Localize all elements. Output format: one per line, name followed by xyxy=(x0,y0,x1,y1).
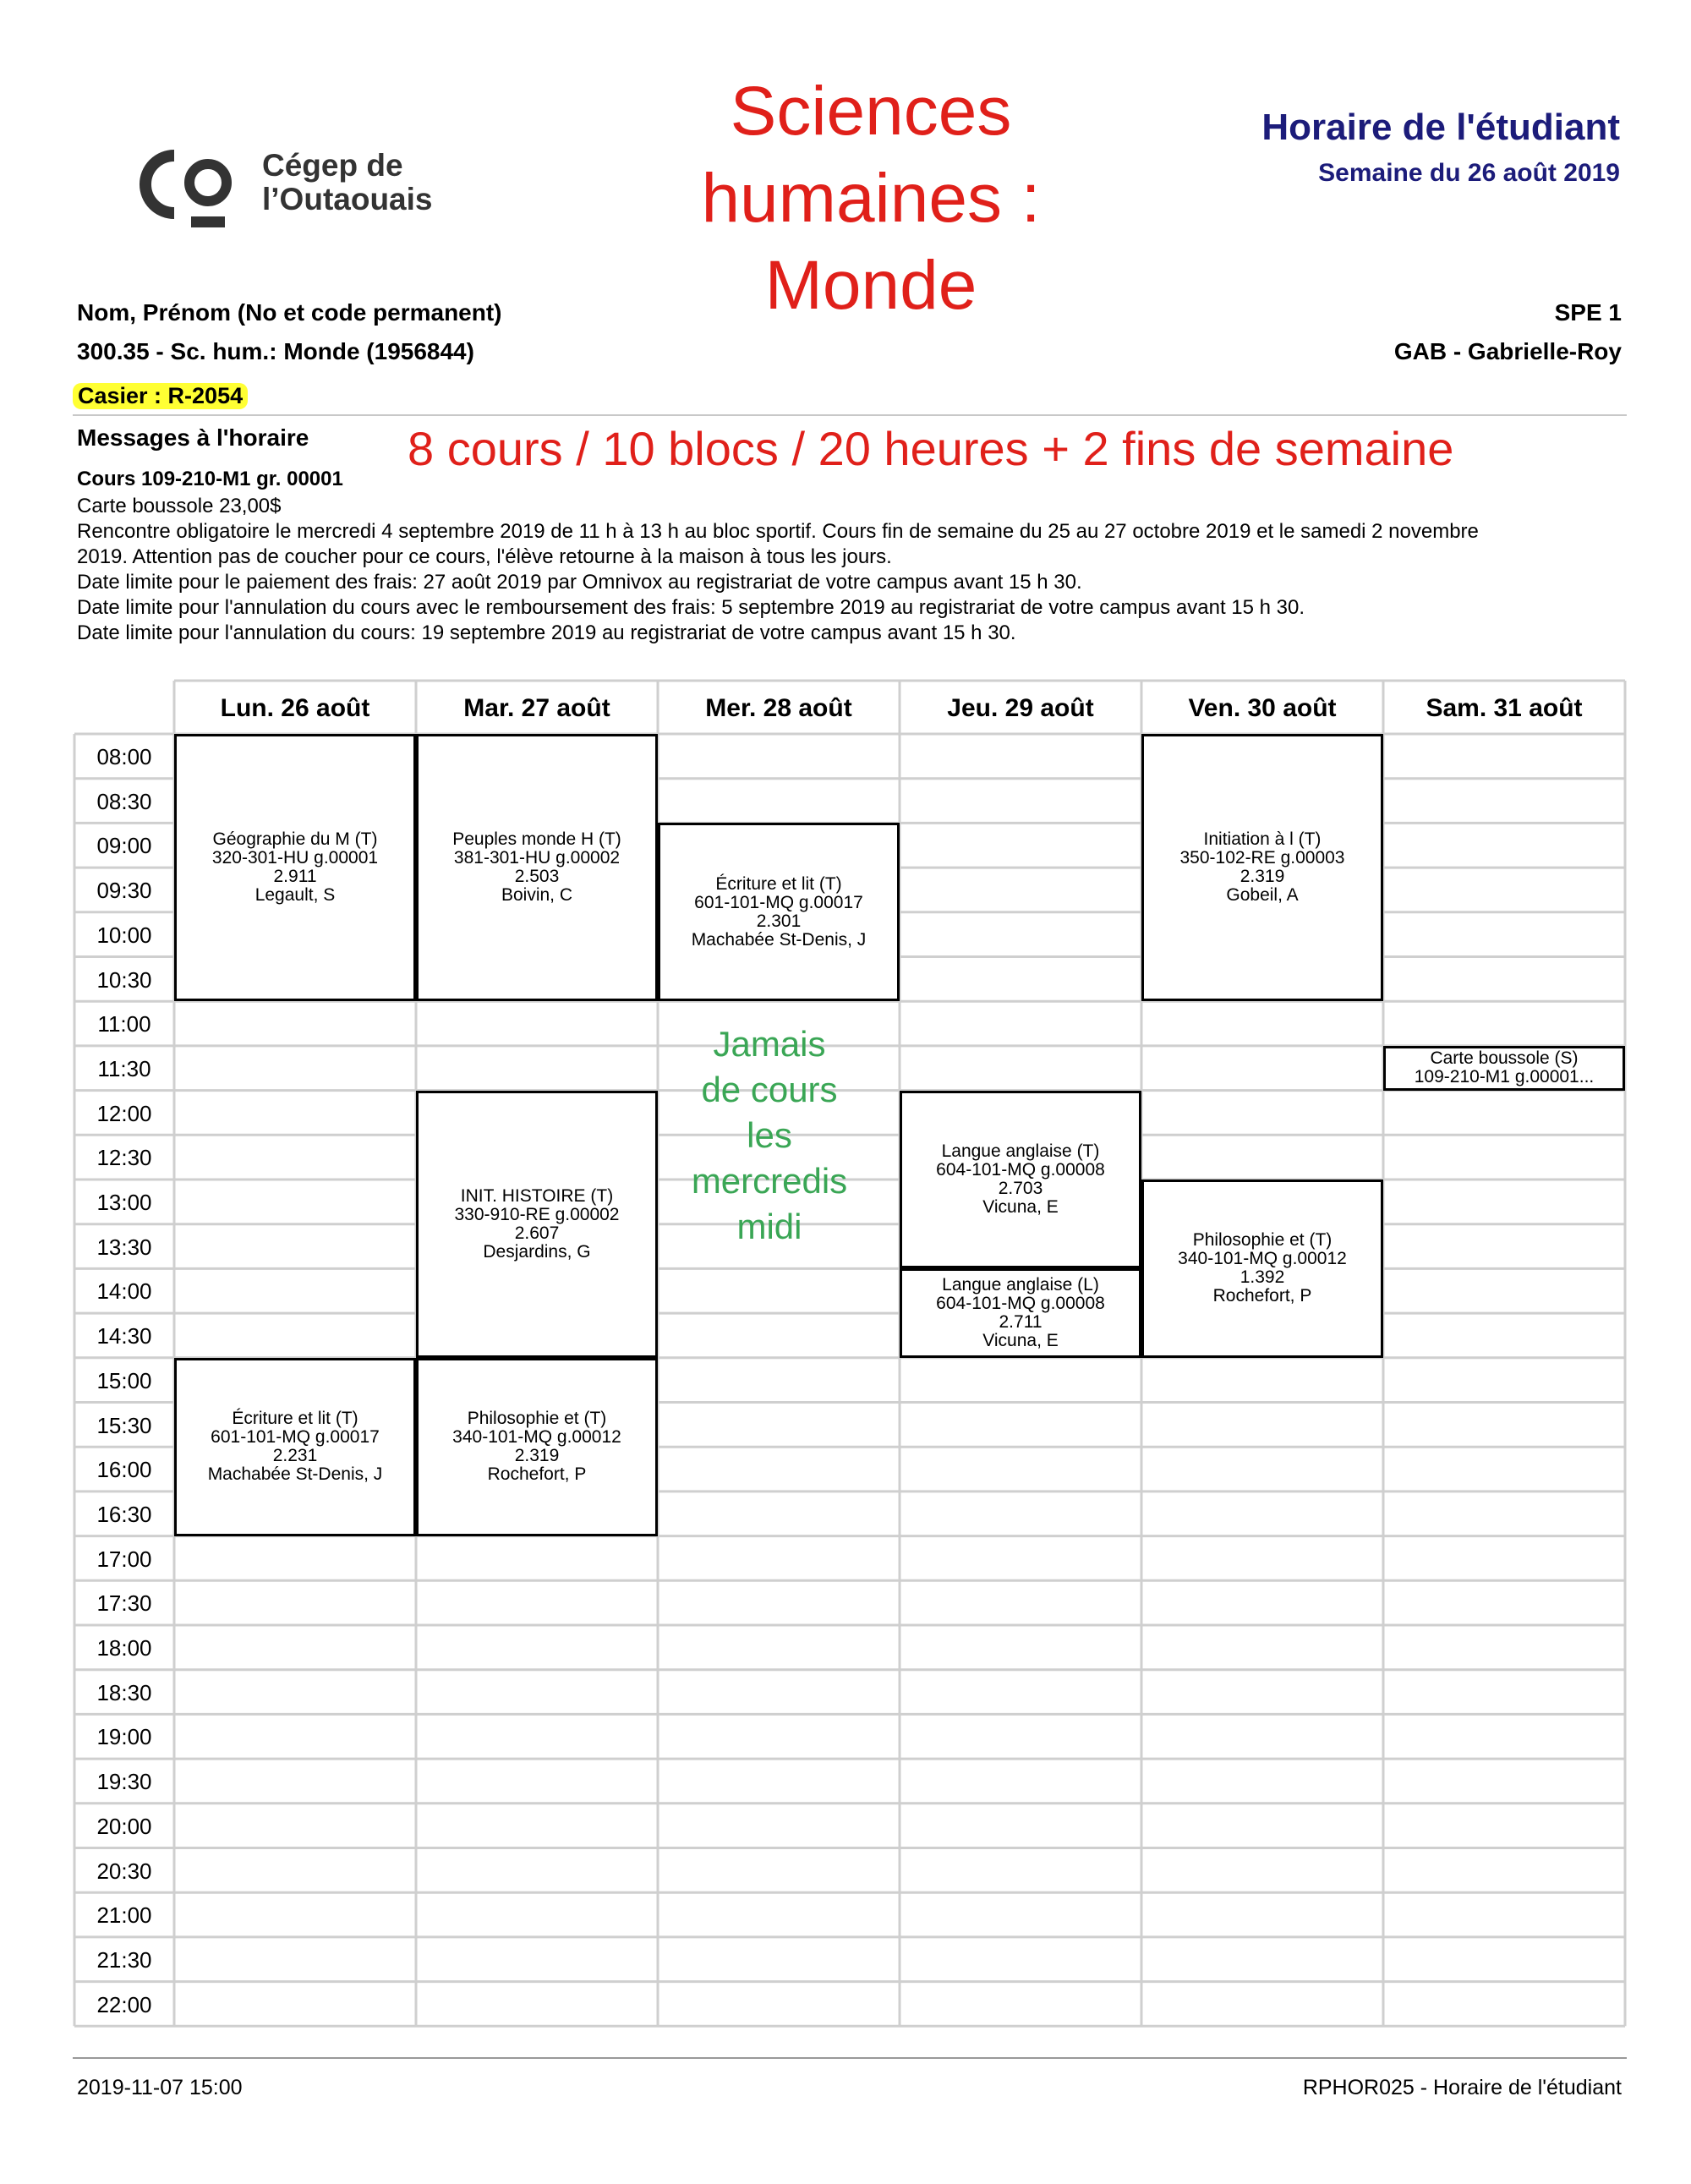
course-block-line: 604-101-MQ g.00008 xyxy=(936,1294,1105,1314)
time-label: 20:00 xyxy=(96,1813,152,1839)
time-label: 08:30 xyxy=(96,788,152,814)
course-block-line: Machabée St-Denis, J xyxy=(691,929,867,950)
college-name xyxy=(262,149,432,216)
time-label: 10:30 xyxy=(96,966,152,993)
course-block-line: 320-301-HU g.00001 xyxy=(211,848,379,868)
day-header: Mer. 28 août xyxy=(705,694,852,722)
course-block-line: Langue anglaise (T) xyxy=(941,1141,1100,1161)
college-name-line1: Cégep de xyxy=(262,148,403,183)
course-block-line: Legault, S xyxy=(254,885,336,906)
course-block-line: 2.319 xyxy=(1240,867,1285,887)
course-block-line: Écriture et lit (T) xyxy=(232,1409,358,1429)
time-label: 18:30 xyxy=(96,1679,152,1705)
time-label: 11:00 xyxy=(97,1011,151,1037)
time-label: 16:30 xyxy=(96,1501,152,1527)
time-label: 13:00 xyxy=(96,1190,152,1215)
program-title-line: humaines : xyxy=(701,160,1041,237)
course-block-line: 2.607 xyxy=(514,1223,560,1243)
locker-badge: Casier : R-2054 xyxy=(73,383,248,409)
college-name-line2: l’Outaouais xyxy=(262,182,433,216)
program-title-annotation xyxy=(643,68,1099,329)
course-block[interactable] xyxy=(174,734,416,1001)
note-line: midi xyxy=(736,1207,802,1246)
message-line: Date limite pour l'annulation du cours avec le remboursement des frais: 5 septembre 2019 au registrariat de votre campus avant 15 h 30. xyxy=(77,596,1305,619)
course-block-line: 350-102-RE g.00003 xyxy=(1179,848,1345,868)
time-label: 19:30 xyxy=(96,1769,152,1795)
course-block-line: Peuples monde H (T) xyxy=(452,829,621,850)
course-block-line: 2.301 xyxy=(756,911,802,931)
course-block-line: Philosophie et (T) xyxy=(1192,1230,1333,1251)
course-block[interactable] xyxy=(416,734,658,1001)
header-divider xyxy=(73,414,1627,416)
program-title-line: Sciences xyxy=(730,73,1012,150)
course-block-line: 109-210-M1 g.00001... xyxy=(1414,1067,1595,1087)
course-block-line: 340-101-MQ g.00012 xyxy=(452,1427,621,1448)
course-block-line: 604-101-MQ g.00008 xyxy=(936,1159,1105,1180)
course-block[interactable] xyxy=(900,1091,1141,1269)
note-line: Jamais xyxy=(713,1024,826,1064)
course-block-line: Gobeil, A xyxy=(1226,885,1299,906)
course-block-line: 2.711 xyxy=(999,1312,1043,1333)
course-block-line: Vicuna, E xyxy=(982,1196,1059,1217)
day-header: Ven. 30 août xyxy=(1188,694,1337,722)
time-label: 14:00 xyxy=(96,1278,152,1305)
time-label: 12:00 xyxy=(96,1100,152,1126)
day-header: Mar. 27 août xyxy=(463,694,610,722)
course-block-line: 330-910-RE g.00002 xyxy=(454,1204,620,1224)
course-block-line: Philosophie et (T) xyxy=(467,1409,607,1429)
time-label: 12:30 xyxy=(96,1145,152,1171)
day-header: Lun. 26 août xyxy=(220,694,370,722)
messages-heading: Messages à l'horaire xyxy=(77,424,309,451)
course-block-line: Rochefort, P xyxy=(1212,1286,1312,1306)
spe-label: SPE 1 xyxy=(1554,299,1622,326)
college-logo xyxy=(135,144,473,237)
course-block[interactable] xyxy=(416,1358,658,1536)
course-block-line: 2.503 xyxy=(514,867,560,887)
message-line: Rencontre obligatoire le mercredi 4 septembre 2019 de 11 h à 13 h au bloc sportif. Cours fin de semaine du 25 au 27 octobre 2019 et le samedi 2 novembre xyxy=(77,520,1479,543)
message-line: Date limite pour l'annulation du cours: 19 septembre 2019 au registrariat de votre campus avant 15 h 30. xyxy=(77,621,1016,644)
time-label: 09:30 xyxy=(96,878,152,904)
course-block-line: Écriture et lit (T) xyxy=(715,873,842,894)
course-block-line: Boivin, C xyxy=(501,885,573,906)
message-line: Date limite pour le paiement des frais: 27 août 2019 par Omnivox au registrariat de votre campus avant 15 h 30. xyxy=(77,571,1082,594)
course-block-line: 2.911 xyxy=(273,867,317,887)
print-timestamp: 2019-11-07 15:00 xyxy=(77,2076,243,2099)
course-block[interactable] xyxy=(900,1268,1141,1357)
course-block-line: 2.703 xyxy=(998,1178,1043,1198)
course-block-line: 1.392 xyxy=(1240,1267,1285,1288)
time-label: 08:00 xyxy=(96,744,152,769)
time-label: 09:00 xyxy=(96,833,152,859)
course-block[interactable] xyxy=(174,1358,416,1536)
campus-label: GAB - Gabrielle-Roy xyxy=(1393,338,1622,364)
course-block-line: 601-101-MQ g.00017 xyxy=(694,892,863,912)
time-label: 22:00 xyxy=(96,1991,152,2017)
report-id: RPHOR025 - Horaire de l'étudiant xyxy=(1302,2076,1622,2099)
cegep-logo-icon xyxy=(135,144,237,235)
course-block-line: Rochefort, P xyxy=(487,1464,587,1485)
course-block-line: Desjardins, G xyxy=(483,1241,591,1262)
wednesday-note-annotation xyxy=(668,1021,871,1250)
note-line: de cours xyxy=(701,1070,838,1109)
time-label: 17:30 xyxy=(96,1590,152,1617)
time-label: 15:30 xyxy=(96,1412,152,1438)
course-block-line: Vicuna, E xyxy=(982,1331,1059,1351)
time-label: 11:30 xyxy=(97,1055,151,1081)
time-label: 15:00 xyxy=(96,1367,152,1393)
course-block[interactable] xyxy=(1383,1046,1625,1091)
time-label: 10:00 xyxy=(96,922,152,948)
day-header: Jeu. 29 août xyxy=(947,694,1094,722)
message-line: 2019. Attention pas de coucher pour ce cours, l'élève retourne à la maison à tous les jours. xyxy=(77,545,892,568)
course-block[interactable] xyxy=(1141,734,1383,1001)
program-title-line: Monde xyxy=(764,247,977,324)
time-label: 21:30 xyxy=(96,1946,152,1973)
course-block-line: 381-301-HU g.00002 xyxy=(453,848,621,868)
time-label: 14:30 xyxy=(96,1323,152,1349)
time-label: 20:30 xyxy=(96,1858,152,1884)
course-block-line: Géographie du M (T) xyxy=(212,829,378,850)
messages-body xyxy=(77,494,1624,646)
time-label: 16:00 xyxy=(96,1457,152,1483)
course-block[interactable] xyxy=(658,823,900,1001)
course-block-line: Initiation à l (T) xyxy=(1203,829,1322,850)
time-label: 13:30 xyxy=(96,1234,152,1260)
note-line: les xyxy=(747,1115,792,1155)
time-label: 17:00 xyxy=(96,1546,152,1572)
time-label: 18:00 xyxy=(96,1635,152,1661)
course-block-line: 2.231 xyxy=(272,1446,318,1466)
time-label: 19:00 xyxy=(96,1724,152,1750)
course-block-line: 340-101-MQ g.00012 xyxy=(1178,1249,1347,1269)
message-line: Carte boussole 23,00$ xyxy=(77,495,282,517)
course-block[interactable] xyxy=(1141,1180,1383,1358)
student-name: Nom, Prénom (No et code permanent) xyxy=(77,299,502,326)
message-course-heading: Cours 109-210-M1 gr. 00001 xyxy=(77,468,343,490)
course-block-line: 601-101-MQ g.00017 xyxy=(211,1427,380,1448)
summary-annotation: 8 cours / 10 blocs / 20 heures + 2 fins de semaine xyxy=(408,422,1454,475)
course-block-line: 2.319 xyxy=(514,1446,560,1466)
day-header: Sam. 31 août xyxy=(1426,694,1583,722)
course-block[interactable] xyxy=(416,1091,658,1358)
student-program: 300.35 - Sc. hum.: Monde (1956844) xyxy=(77,338,474,364)
course-block-line: Machabée St-Denis, J xyxy=(207,1464,383,1485)
week-label: Semaine du 26 août 2019 xyxy=(1318,159,1620,187)
course-block-line: Langue anglaise (L) xyxy=(942,1275,1099,1295)
course-block-line: INIT. HISTOIRE (T) xyxy=(460,1185,614,1206)
page-title: Horaire de l'étudiant xyxy=(1261,107,1620,148)
note-line: mercredis xyxy=(691,1161,848,1201)
footer-divider xyxy=(73,2057,1627,2059)
course-block-line: Carte boussole (S) xyxy=(1430,1048,1579,1069)
time-label: 21:00 xyxy=(96,1902,152,1929)
